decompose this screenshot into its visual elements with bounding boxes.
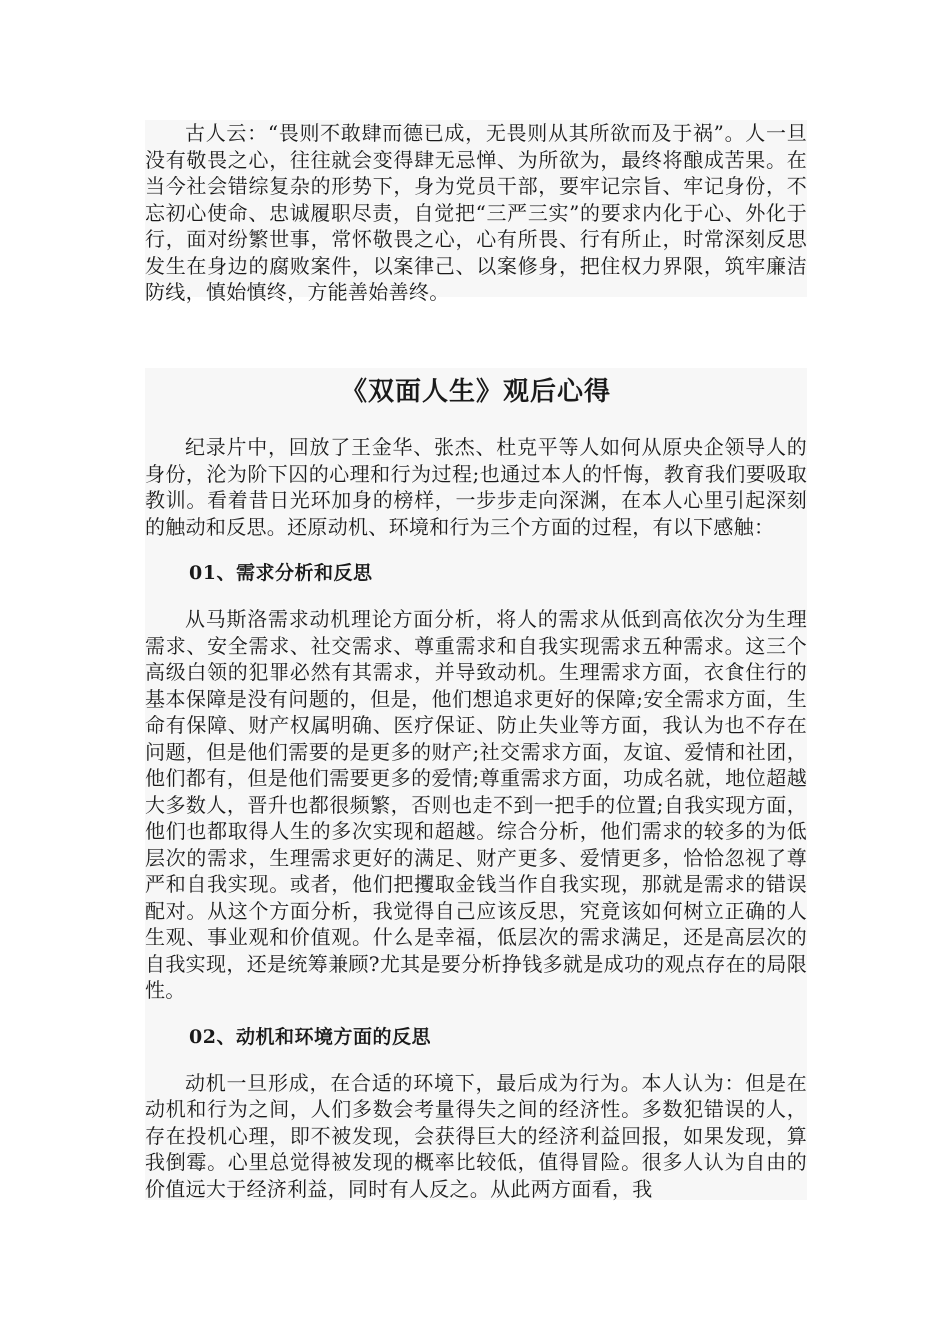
intro-paragraph: 纪录片中，回放了王金华、张杰、杜克平等人如何从原央企领导人的身份，沦为阶下囚的心理和行为过程;也通过本人的忏悔，教育我们要吸取教训。看着昔日光环加身的榜样，一步步走向深渊，在本人心里引起深刻的触动和反思。还原动机、环境和行为三个方面的过程，有以下感触： [145, 435, 807, 539]
article-block [145, 368, 807, 1200]
section-body-motivation: 动机一旦形成，在合适的环境下，最后成为行为。本人认为：但是在动机和行为之间，人们多数会考量得失之间的经济性。多数犯错误的人，存在投机心理，即不被发现，会获得巨大的经济利益回报，如果发现，算我倒霉。心里总觉得被发现的概率比较低，值得冒险。很多人认为自由的价值远大于经济利益，同时有人反之。从此两方面看，我 [145, 1070, 807, 1201]
section-heading-motivation: 02、动机和环境方面的反思 [189, 1025, 431, 1048]
article-title: 《双面人生》观后心得 [340, 377, 611, 407]
top-text-block [145, 120, 807, 304]
top-paragraph: 古人云：“畏则不敢肆而德已成，无畏则从其所欲而及于祸”。人一旦没有敬畏之心，往往就会变得肆无忌惮、为所欲为，最终将酿成苦果。在当今社会错综复杂的形势下，身为党员干部，要牢记宗旨、牢记身份，不忘初心使命、忠诚履职尽责，自觉把“三严三实”的要求内化于心、外化于行，面对纷繁世事，常怀敬畏之心，心有所畏、行有所止，时常深刻反思发生在身边的腐败案件，以案律己、以案修身，把住权力界限，筑牢廉洁防线，慎始慎终，方能善始善终。 [145, 121, 807, 304]
section-heading-needs: 01、需求分析和反思 [189, 562, 373, 584]
section-body-needs: 从马斯洛需求动机理论方面分析，将人的需求从低到高依次分为生理需求、安全需求、社交需求、尊重需求和自我实现需求五种需求。这三个高级白领的犯罪必然有其需求，并导致动机。生理需求方面，衣食住行的基本保障是没有问题的，但是，他们想追求更好的保障;安全需求方面，生命有保障、财产权属明确、医疗保证、防止失业等方面，我认为也不存在问题，但是他们需要的是更多的财产;社交需求方面，友谊、爱情和社团，他们都有，但是他们需要更多的爱情;尊重需求方面，功成名就，地位超越大多数人，晋升也都很频繁，否则也走不到一把手的位置;自我实现方面，他们也都取得人生的多次实现和超越。综合分析，他们需求的较多的为低层次的需求，生理需求更好的满足、财产更多、爱情更多，恰恰忽视了尊严和自我实现。或者，他们把攫取金钱当作自我实现，那就是需求的错误配对。从这个方面分析，我觉得自己应该反思，究竟该如何树立正确的人生观、事业观和价值观。什么是幸福，低层次的需求满足，还是高层次的自我实现，还是统筹兼顾?尤其是要分析挣钱多就是成功的观点存在的局限性。 [145, 607, 807, 1002]
